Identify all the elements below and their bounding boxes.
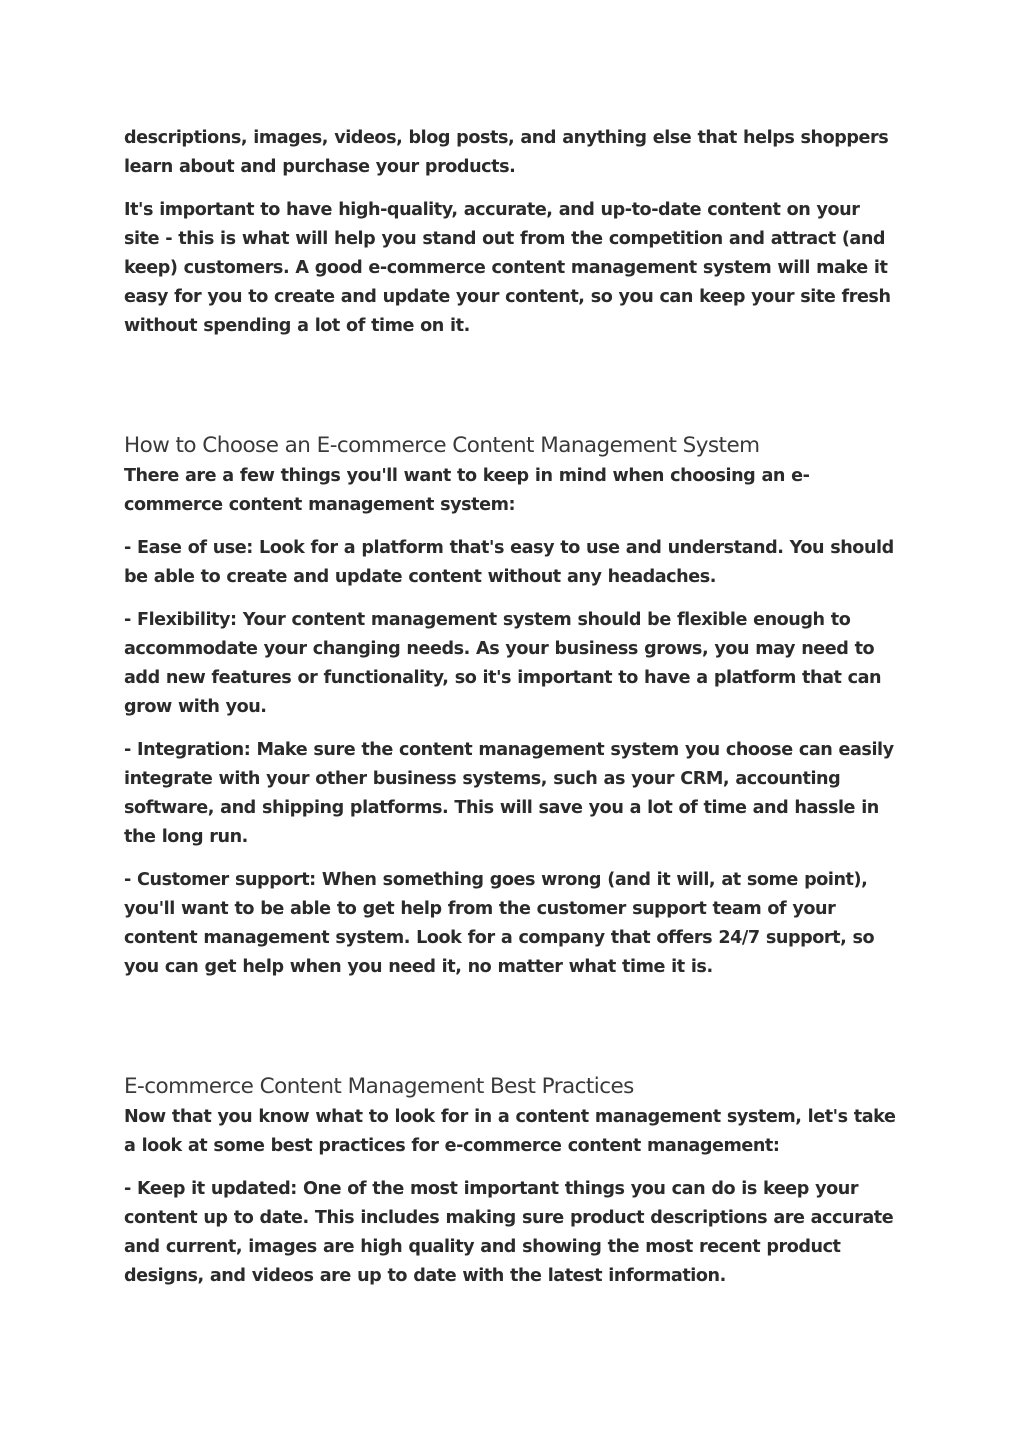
document-page: [124, 124, 896, 1305]
ease-of-use-paragraph: - Ease of use: Look for a platform that's easy to use and understand. You should be able to create and update content without any headaches.: [124, 538, 894, 587]
integration-paragraph: - Integration: Make sure the content management system you choose can easily integrate with your other business systems, such as your CRM, accounting software, and shipping platforms. This will save you a lot of time and hassle in the long run.: [124, 740, 894, 847]
flexibility-paragraph: - Flexibility: Your content management system should be flexible enough to accommodate your changing needs. As your business grows, you may need to add new features or functionality, so it's important to have a platform that can grow with you.: [124, 610, 882, 717]
intro-paragraph-1: descriptions, images, videos, blog posts, and anything else that helps shoppers learn about and purchase your products.: [124, 128, 889, 177]
section-heading-best-practices: E-commerce Content Management Best Practices: [124, 1074, 634, 1099]
section-spacer: [124, 355, 896, 431]
intro-paragraph-2: It's important to have high-quality, accurate, and up-to-date content on your site - this is what will help you stand out from the competition and attract (and keep) customers. A good e-commerce content management system will make it easy for you to create and update your content, so you can keep your site fresh without spending a lot of time on it.: [124, 200, 891, 336]
keep-updated-paragraph: - Keep it updated: One of the most important things you can do is keep your content up to date. This includes making sure product descriptions are accurate and current, images are high quality and showing the most recent product designs, and videos are up to date with the latest information.: [124, 1179, 894, 1286]
choose-intro-paragraph: There are a few things you'll want to keep in mind when choosing an e-commerce content management system:: [124, 466, 810, 515]
customer-support-paragraph: - Customer support: When something goes wrong (and it will, at some point), you'll want to be able to get help from the customer support team of your content management system. Look for a company that offers 24/7 support, so you can get help when you need it, no matter what time it is.: [124, 870, 875, 977]
section-spacer: [124, 996, 896, 1072]
section-heading-choose-cms: How to Choose an E-commerce Content Management System: [124, 433, 760, 458]
best-practices-intro-paragraph: Now that you know what to look for in a content management system, let's take a look at some best practices for e-commerce content management:: [124, 1107, 896, 1156]
